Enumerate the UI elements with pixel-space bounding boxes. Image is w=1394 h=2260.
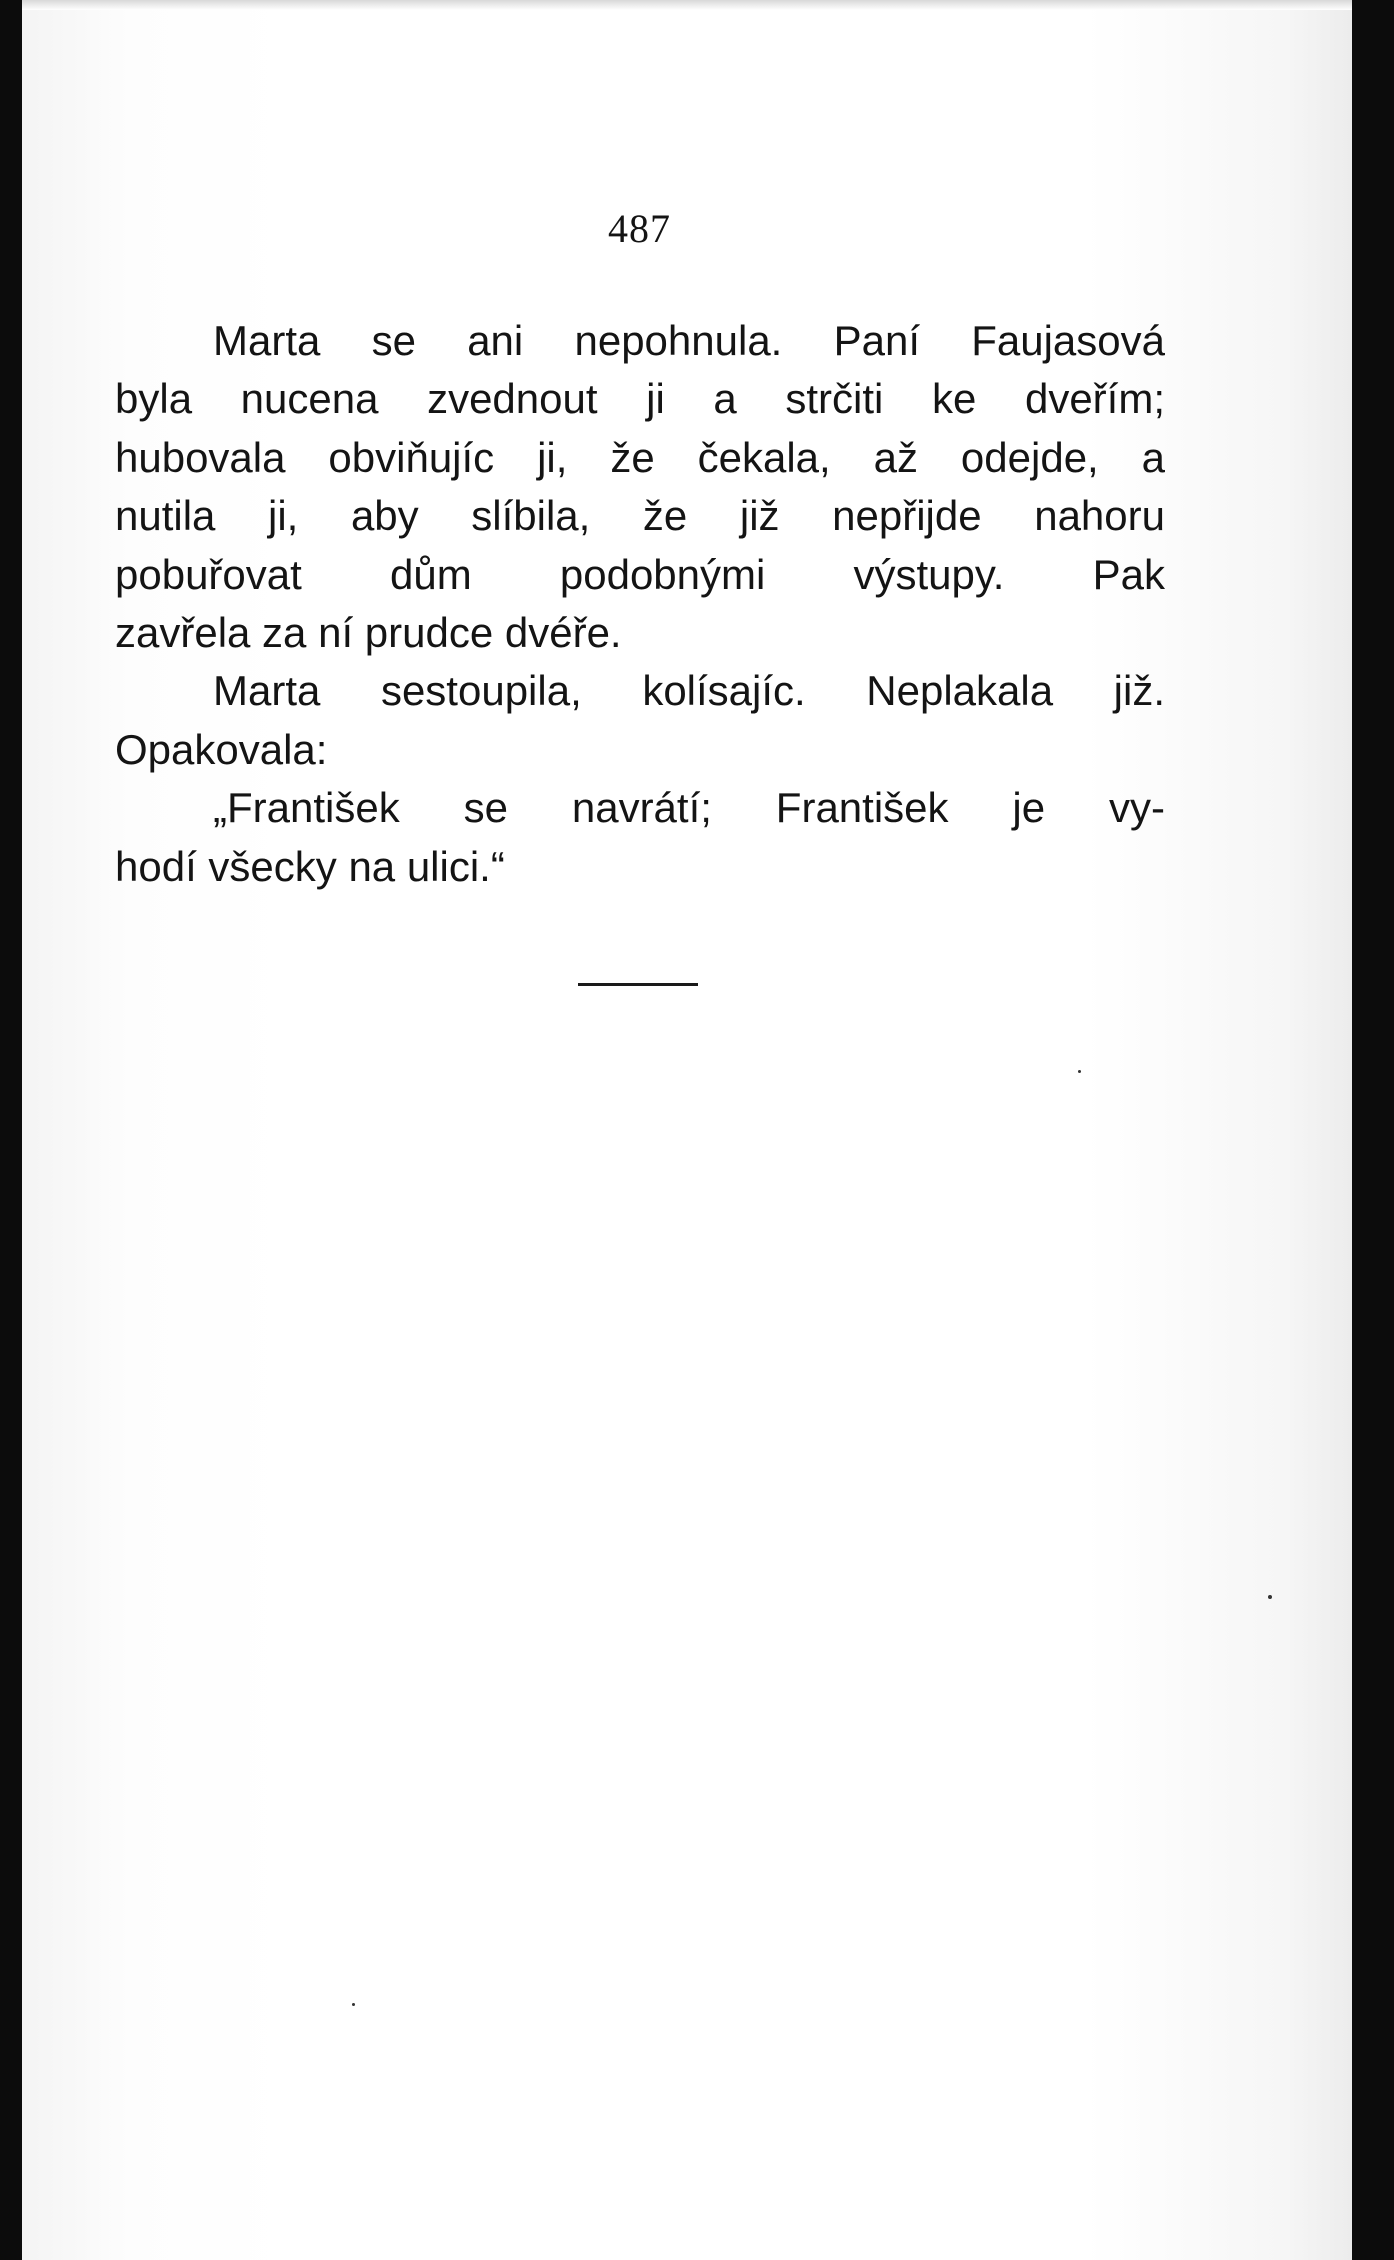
- scan-right-border: [1352, 0, 1394, 2260]
- text-line: nutila ji, aby slíbila, že již nepřijde nahoru: [115, 492, 1165, 540]
- text-line: Marta sestoupila, kolísajíc. Neplakala již.: [213, 667, 1165, 715]
- text-line: hubovala obviňujíc ji, že čekala, až odejde, a: [115, 433, 1165, 481]
- text-line: „František se navrátí; František je vy-: [213, 784, 1165, 832]
- page-number: 487: [608, 206, 671, 251]
- text-line: zavřela za ní prudce dvéře.: [115, 609, 622, 657]
- text-line: Marta se ani nepohnula. Paní Faujasová: [213, 317, 1165, 364]
- text-line: byla nucena zvednout ji a strčiti ke dveřím;: [115, 375, 1165, 423]
- text-line: pobuřovat dům podobnými výstupy. Pak: [115, 550, 1165, 598]
- section-divider: [578, 983, 698, 986]
- scan-top-edge: [22, 0, 1352, 10]
- body-text: [115, 312, 1165, 896]
- scan-speck: [352, 2003, 355, 2006]
- text-line: Opakovala:: [115, 725, 328, 773]
- scan-speck: [1078, 1070, 1081, 1073]
- scan-speck: [1268, 1595, 1272, 1599]
- scan-left-border: [0, 0, 22, 2260]
- text-line: hodí všecky na ulici.“: [115, 842, 505, 890]
